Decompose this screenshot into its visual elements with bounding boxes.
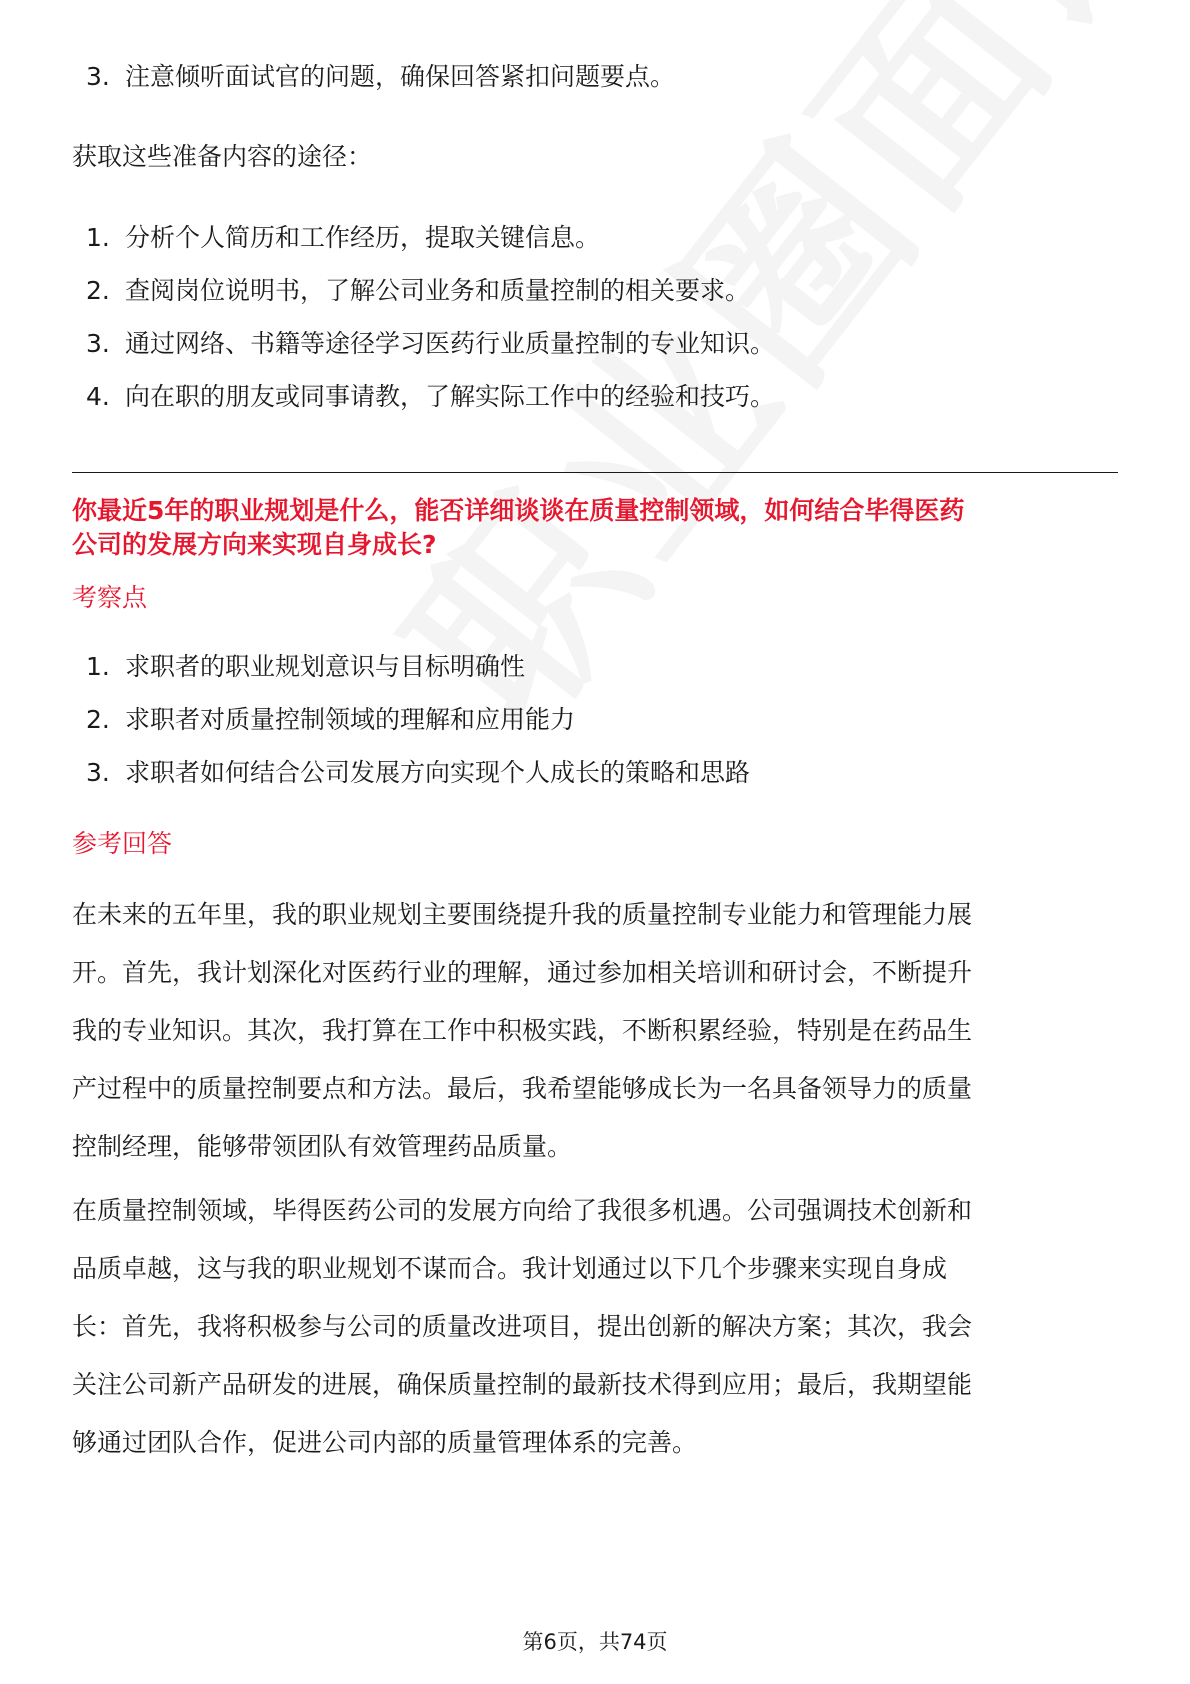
- list-item: 3. 注意倾听面试官的问题，确保回答紧扣问题要点。: [86, 62, 676, 91]
- list-item: 4. 向在职的朋友或同事请教，了解实际工作中的经验和技巧。: [86, 382, 776, 411]
- top-list: [72, 60, 1118, 94]
- answer-title: 参考回答: [72, 829, 173, 858]
- divider: [72, 472, 1118, 473]
- sources-list: [72, 221, 1118, 414]
- list-item: 3. 求职者如何结合公司发展方向实现个人成长的策略和思路: [86, 758, 751, 787]
- page-number: 第6页，共74页: [522, 1630, 668, 1654]
- list-item: 2. 求职者对质量控制领域的理解和应用能力: [86, 705, 576, 734]
- list-item: 1. 求职者的职业规划意识与目标明确性: [86, 652, 526, 681]
- list-item: 2. 查阅岗位说明书，了解公司业务和质量控制的相关要求。: [86, 276, 751, 305]
- sources-heading: 获取这些准备内容的途径：: [72, 142, 373, 171]
- list-item: 1. 分析个人简历和工作经历，提取关键信息。: [86, 223, 601, 252]
- answer-paragraph-2: 在质量控制领域，毕得医药公司的发展方向给了我很多机遇。公司强调技术创新和 品质卓越，这与我的职业规划不谋而合。我计划通过以下几个步骤来实现自身成 长：首先，我将积极参与公司的质量改进项目，提出创新的解决方案；其次，我会 关注公司新产品研发的进展，确保质量控制的最新技术得到应用；最后，我期望能 够通过团队合作，促进公司内部的质量管理体系的完善。: [72, 1196, 973, 1457]
- kaochadian-list: [72, 650, 1118, 790]
- list-item: 3. 通过网络、书籍等途径学习医药行业质量控制的专业知识。: [86, 329, 776, 358]
- question: 你最近5年的职业规划是什么，能否详细谈谈在质量控制领域，如何结合毕得医药 公司的发展方向来实现自身成长?: [72, 496, 965, 559]
- kaochadian-title: 考察点: [72, 583, 148, 612]
- answer-paragraph-1: 在未来的五年里，我的职业规划主要围绕提升我的质量控制专业能力和管理能力展 开。首先，我计划深化对医药行业的理解，通过参加相关培训和研讨会，不断提升 我的专业知识。其次，我打算在工作中积极实践，不断积累经验，特别是在药品生 产过程中的质量控制要点和方法。最后，我希望能够成长为一名具备领导力的质量 控制经理，能够带领团队有效管理药品质量。: [72, 900, 973, 1161]
